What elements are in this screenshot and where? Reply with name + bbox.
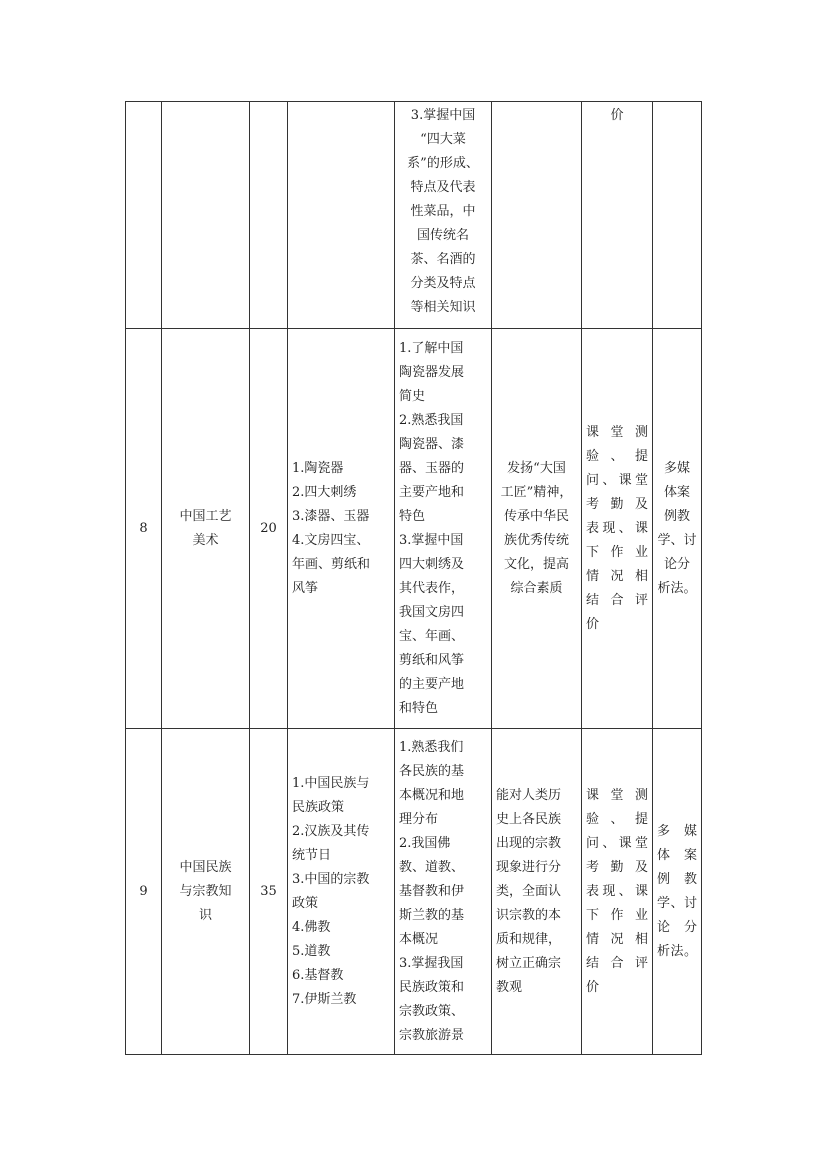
text-line: 析法。 [657,943,697,959]
text-line: 的主要产地 [399,676,465,692]
text-line: 其代表作， [399,580,465,596]
text-line: 族优秀传统 [503,532,569,548]
text-line: 树立正确宗 [496,955,562,971]
text-line: 综合素质 [510,580,563,596]
cell-content [288,329,395,729]
text-line: 例 教 [657,871,697,887]
text-line: 民族政策和 [399,979,465,995]
cell-number: 8 [126,329,162,729]
text-line: 1.陶瓷器 [292,460,344,476]
text-line: 学、讨 [657,895,697,911]
text-line: 特色 [399,508,426,524]
text-line: 工匠”精神， [500,484,573,500]
text-line: 3.漆器、玉器 [292,508,370,524]
cell-evaluation [582,729,653,1055]
text-line: 表现、课 [586,883,648,899]
cell-requirements [395,729,492,1055]
text-line: 价 [586,979,600,995]
text-line: 2.我国佛 [399,835,451,851]
text-line: 现象进行分 [496,859,562,875]
cell-methods [653,102,702,329]
text-line: 2.汉族及其传 [292,823,370,839]
text-line: 基督教和伊 [399,883,465,899]
text-line: 系”的形成、 [407,156,479,171]
text-line: 中国民族 [179,859,232,875]
text-line: 分类及特点 [410,276,476,291]
text-line: 情 况 相 [586,931,648,947]
text-line: 统节日 [292,847,332,863]
cell-number [126,102,162,329]
text-line: 情 况 相 [586,568,648,584]
text-line: 1.了解中国 [399,340,464,356]
text-line: 识宗教的本 [496,907,562,923]
text-line: 5.道教 [292,943,331,959]
text-line: 国传统名 [416,228,469,243]
cell-evaluation [582,102,653,329]
text-line: 例教 [663,508,690,524]
text-line: 文化，提高 [503,556,569,572]
text-line: 价 [586,616,600,632]
text-line: 宝、年画、 [399,628,465,644]
cell-goals [492,102,582,329]
text-line: 教、道教、 [399,859,465,875]
text-line: 考 勤 及 [586,859,648,875]
cell-hours: 20 [250,329,288,729]
text-line: 年画、剪纸和 [292,556,371,572]
cell-methods [653,729,702,1055]
text-line: 我国文房四 [399,604,465,620]
table-row [126,102,702,329]
text-line: 表现、课 [586,520,648,536]
curriculum-table [125,101,702,1055]
text-line: 等相关知识 [410,300,476,315]
text-line: 剪纸和风筝 [399,652,465,668]
text-line: 析法。 [657,580,697,596]
text-line: 多媒 [663,460,690,476]
text-line: 器、玉器的 [399,460,465,476]
text-line: 4.佛教 [292,919,331,935]
text-line: 风筝 [292,580,319,596]
text-line: 考 勤 及 [586,496,648,512]
text-line: 和特色 [399,700,439,716]
text-line: 斯兰教的基 [399,907,465,923]
text-line: 陶瓷器发展 [399,364,465,380]
cell-goals [492,329,582,729]
text-line: 质和规律， [496,931,562,947]
text-line: 宗教旅游景 [399,1027,465,1043]
text-line: 3.中国的宗教 [292,871,370,887]
text-line: 下 作 业 [586,544,648,560]
text-line: 识 [198,907,212,923]
text-line: 陶瓷器、漆 [399,436,465,452]
cell-hours [250,102,288,329]
text-line: 四大刺绣及 [399,556,465,572]
text-line: 主要产地和 [399,484,465,500]
text-line: 中国工艺 [179,508,232,524]
text-line: 理分布 [399,811,439,827]
text-line: 7.伊斯兰教 [292,991,357,1007]
text-line: 各民族的基 [399,763,465,779]
text-line: 价 [610,108,624,123]
text-line: 史上各民族 [496,811,562,827]
text-line: 问、课堂 [586,472,648,488]
text-line: “四大菜 [420,132,466,147]
text-line: 3.掌握中国 [399,532,464,548]
text-line: 本概况 [399,931,439,947]
text-line: 2.四大刺绣 [292,484,357,500]
cell-content [288,102,395,329]
cell-requirements [395,102,492,329]
text-line: 3.掌握中国 [410,108,476,123]
text-line: 发扬“大国 [507,460,566,476]
cell-course-name [162,729,250,1055]
cell-goals [492,729,582,1055]
text-line: 教观 [496,979,523,995]
text-line: 论 分 [657,919,697,935]
text-line: 3.掌握我国 [399,955,464,971]
text-line: 性菜品，中 [410,204,476,219]
text-line: 问、课堂 [586,835,648,851]
text-line: 与宗教知 [179,883,232,899]
text-line: 民族政策 [292,799,345,815]
text-line: 验 、 提 [586,448,648,464]
text-line: 政策 [292,895,319,911]
text-line: 简史 [399,388,426,404]
text-line: 美术 [192,532,219,548]
cell-course-name [162,329,250,729]
text-line: 体 案 [657,847,697,863]
text-line: 能对人类历 [496,787,562,803]
cell-number: 9 [126,729,162,1055]
cell-hours: 35 [250,729,288,1055]
text-line: 4.文房四宝、 [292,532,370,548]
text-line: 验 、 提 [586,811,648,827]
cell-evaluation [582,329,653,729]
text-line: 1.熟悉我们 [399,739,464,755]
text-line: 2.熟悉我国 [399,412,464,428]
cell-methods [653,329,702,729]
text-line: 学、讨 [657,532,697,548]
text-line: 课 堂 测 [586,424,648,440]
text-line: 体案 [663,484,690,500]
text-line: 课 堂 测 [586,787,648,803]
text-line: 多 媒 [657,823,697,839]
cell-requirements [395,329,492,729]
text-line: 传承中华民 [503,508,569,524]
table-row [126,329,702,729]
text-line: 出现的宗教 [496,835,562,851]
text-line: 类，全面认 [496,883,562,899]
cell-content [288,729,395,1055]
text-line: 本概况和地 [399,787,465,803]
text-line: 结 合 评 [586,955,648,971]
text-line: 论分 [663,556,690,572]
text-line: 1.中国民族与 [292,775,370,791]
text-line: 宗教政策、 [399,1003,465,1019]
text-line: 结 合 评 [586,592,648,608]
table-row [126,729,702,1055]
text-line: 茶、名酒的 [410,252,476,267]
cell-course-name [162,102,250,329]
text-line: 下 作 业 [586,907,648,923]
text-line: 6.基督教 [292,967,344,983]
text-line: 特点及代表 [410,180,476,195]
